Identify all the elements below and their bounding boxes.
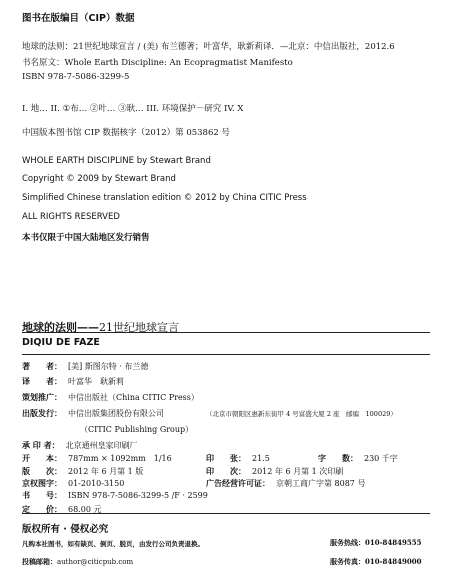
edition-field [22, 466, 143, 477]
ad-license-value: 京朝工商广字第 8087 号 [276, 479, 366, 488]
publisher-value: 中信出版集团股份有限公司 [68, 409, 164, 418]
submission-email [22, 557, 133, 567]
book-pinyin-title: DIQIU DE FAZE [22, 337, 100, 348]
book-title-main: 地球的法则—— [22, 321, 99, 334]
impression-value: 2012 年 6 月第 1 次印刷 [252, 467, 344, 476]
price-field [22, 504, 101, 515]
copyright-original-title: WHOLE EARTH DISCIPLINE by Stewart Brand [22, 156, 211, 166]
translator-field [22, 376, 124, 387]
cip-original-title: 书名原文：Whole Earth Discipline: An Ecopragmatist Manifesto [22, 58, 293, 68]
submission-value: author@citicpub.com [57, 558, 134, 566]
edition-label: 版 次： [22, 466, 62, 476]
author-field [22, 361, 148, 372]
format-value: 787mm × 1092mm 1/16 [68, 454, 172, 463]
words-field [318, 453, 398, 464]
service-hotline: 服务热线：010-84849555 [330, 538, 422, 547]
publisher-label: 出版发行： [22, 408, 62, 418]
cip-main-entry: 地球的法则：21世纪地球宣言 / (美) 布兰德著；叶富华，耿新莉译．—北京：中信出版社，2012.6 [22, 42, 395, 52]
words-label: 字 数： [318, 453, 358, 463]
book-subtitle: 21世纪地球宣言 [99, 321, 179, 334]
planner-field [22, 392, 199, 403]
translator-value: 叶富华 耿新莉 [68, 377, 124, 386]
author-value: [美] 斯图尔特 · 布兰德 [68, 362, 149, 371]
format-field [22, 453, 172, 464]
publisher-english-name: （CITIC Publishing Group） [80, 425, 194, 434]
sheets-label: 印 张： [206, 453, 246, 463]
planner-value: 中信出版社（China CITIC Press） [68, 393, 199, 402]
impression-label: 印 次： [206, 466, 246, 476]
format-label: 开 本： [22, 453, 62, 463]
printer-label: 承 印 者： [22, 440, 60, 450]
ad-license-field [206, 478, 365, 489]
isbn-field [22, 490, 208, 501]
publisher-address: （北京市朝阳区惠新东街甲 4 号富盛大厦 2 座 邮编 100029） [206, 410, 397, 418]
author-label: 著 者： [22, 361, 62, 371]
cip-isbn: ISBN 978-7-5086-3299-5 [22, 72, 130, 82]
registration-label: 京权图字： [22, 478, 62, 488]
sheets-field [206, 453, 270, 464]
isbn-value: ISBN 978-7-5086-3299-5 /F · 2599 [68, 491, 208, 500]
translation-copyright: Simplified Chinese translation edition © 2012 by China CITIC Press [22, 193, 307, 203]
ad-license-label: 广告经营许可证： [206, 478, 270, 488]
planner-label: 策划推广： [22, 392, 62, 402]
printer-field [22, 440, 138, 451]
return-policy: 凡购本社图书，如有缺页、倒页、脱页，由发行公司负责退换。 [22, 540, 204, 548]
edition-value: 2012 年 6 月第 1 版 [68, 467, 144, 476]
cip-subjects: I. 地… II. ①布… ②叶… ③耿… III. 环境保护－研究 IV. X [22, 104, 244, 114]
price-value: 68.00 元 [68, 505, 102, 514]
cip-catalog-number: 中国版本图书馆 CIP 数据核字（2012）第 053862 号 [22, 128, 230, 138]
registration-value: 01-2010-3150 [68, 479, 125, 488]
words-value: 230 千字 [364, 454, 398, 463]
printer-value: 北京通州皇家印刷厂 [65, 441, 138, 450]
isbn-label: 书 号： [22, 490, 62, 500]
all-rights-reserved: ALL RIGHTS RESERVED [22, 212, 120, 222]
impression-field [206, 466, 343, 477]
divider [22, 332, 430, 333]
divider [22, 354, 430, 355]
registration-field [22, 478, 124, 489]
price-label: 定 价： [22, 504, 62, 514]
rights-notice: 版权所有 · 侵权必究 [22, 524, 109, 535]
distribution-restriction: 本书仅限于中国大陆地区发行销售 [22, 233, 150, 243]
service-fax: 服务传真：010-84849000 [330, 557, 422, 566]
cip-heading: 图书在版编目（CIP）数据 [22, 13, 135, 24]
publisher-field [22, 408, 164, 419]
copyright-notice: Copyright © 2009 by Stewart Brand [22, 174, 176, 184]
translator-label: 译 者： [22, 376, 62, 386]
submission-label: 投稿邮箱： [22, 557, 57, 566]
sheets-value: 21.5 [252, 454, 270, 463]
